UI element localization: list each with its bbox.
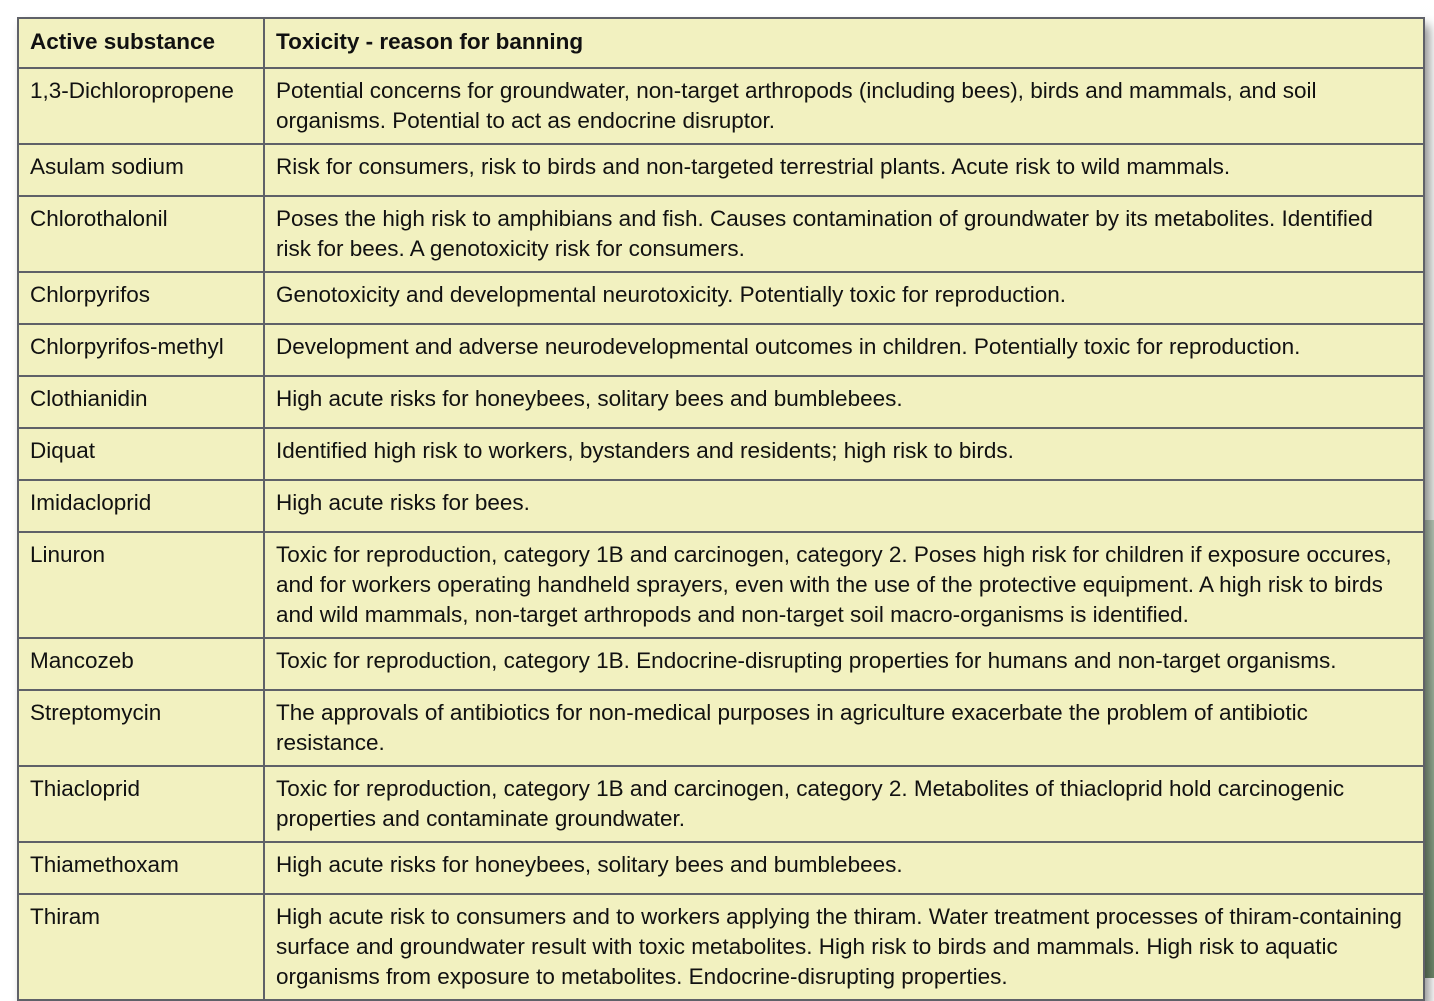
table-row — [18, 766, 1424, 842]
reason-cell: Toxic for reproduction, category 1B. Endocrine-disrupting properties for humans and non-target organisms. — [264, 638, 1424, 690]
table-row — [18, 324, 1424, 376]
reason-cell: Toxic for reproduction, category 1B and carcinogen, category 2. Metabolites of thiacloprid hold carcinogenic properties and contaminate groundwater. — [264, 766, 1424, 842]
table-row — [18, 894, 1424, 1000]
header-active-substance: Active substance — [18, 18, 264, 68]
banned-substances-table — [17, 17, 1425, 1001]
reason-cell: Potential concerns for groundwater, non-target arthropods (including bees), birds and mammals, and soil organisms. Potential to act as endocrine disruptor. — [264, 68, 1424, 144]
reason-cell: Risk for consumers, risk to birds and non-targeted terrestrial plants. Acute risk to wild mammals. — [264, 144, 1424, 196]
reason-cell: High acute risks for honeybees, solitary bees and bumblebees. — [264, 376, 1424, 428]
substance-cell: 1,3-Dichloropropene — [18, 68, 264, 144]
table-row — [18, 532, 1424, 638]
substance-cell: Diquat — [18, 428, 264, 480]
table-row — [18, 428, 1424, 480]
table-row — [18, 690, 1424, 766]
banned-substances-table-wrapper — [17, 17, 1423, 1001]
table-row — [18, 842, 1424, 894]
reason-cell: Poses the high risk to amphibians and fish. Causes contamination of groundwater by its metabolites. Identified risk for bees. A genotoxicity risk for consumers. — [264, 196, 1424, 272]
substance-cell: Asulam sodium — [18, 144, 264, 196]
table-row — [18, 196, 1424, 272]
table-row — [18, 68, 1424, 144]
substance-cell: Thiram — [18, 894, 264, 1000]
reason-cell: High acute risks for bees. — [264, 480, 1424, 532]
reason-cell: Identified high risk to workers, bystanders and residents; high risk to birds. — [264, 428, 1424, 480]
table-row — [18, 376, 1424, 428]
reason-cell: High acute risk to consumers and to workers applying the thiram. Water treatment processes of thiram-containing surface and groundwater result with toxic metabolites. High risk to birds and mammals. High risk to aquatic organisms from exposure to metabolites. Endocrine-disrupting properties. — [264, 894, 1424, 1000]
reason-cell: Genotoxicity and developmental neurotoxicity. Potentially toxic for reproduction. — [264, 272, 1424, 324]
table-row — [18, 638, 1424, 690]
reason-cell: The approvals of antibiotics for non-medical purposes in agriculture exacerbate the problem of antibiotic resistance. — [264, 690, 1424, 766]
substance-cell: Streptomycin — [18, 690, 264, 766]
substance-cell: Chlorpyrifos — [18, 272, 264, 324]
substance-cell: Thiacloprid — [18, 766, 264, 842]
reason-cell: Toxic for reproduction, category 1B and carcinogen, category 2. Poses high risk for children if exposure occures, and for workers operating handheld sprayers, even with the use of the protective equipment. A high risk to birds and wild mammals, non-target arthropods and non-target soil macro-organisms is identified. — [264, 532, 1424, 638]
table-row — [18, 272, 1424, 324]
substance-cell: Thiamethoxam — [18, 842, 264, 894]
substance-cell: Chlorpyrifos-methyl — [18, 324, 264, 376]
reason-cell: High acute risks for honeybees, solitary bees and bumblebees. — [264, 842, 1424, 894]
table-row — [18, 480, 1424, 532]
header-row — [18, 18, 1424, 68]
substance-cell: Chlorothalonil — [18, 196, 264, 272]
substance-cell: Linuron — [18, 532, 264, 638]
table-row — [18, 144, 1424, 196]
reason-cell: Development and adverse neurodevelopmental outcomes in children. Potentially toxic for reproduction. — [264, 324, 1424, 376]
substance-cell: Mancozeb — [18, 638, 264, 690]
substance-cell: Imidacloprid — [18, 480, 264, 532]
substance-cell: Clothianidin — [18, 376, 264, 428]
header-toxicity-reason: Toxicity - reason for banning — [264, 18, 1424, 68]
